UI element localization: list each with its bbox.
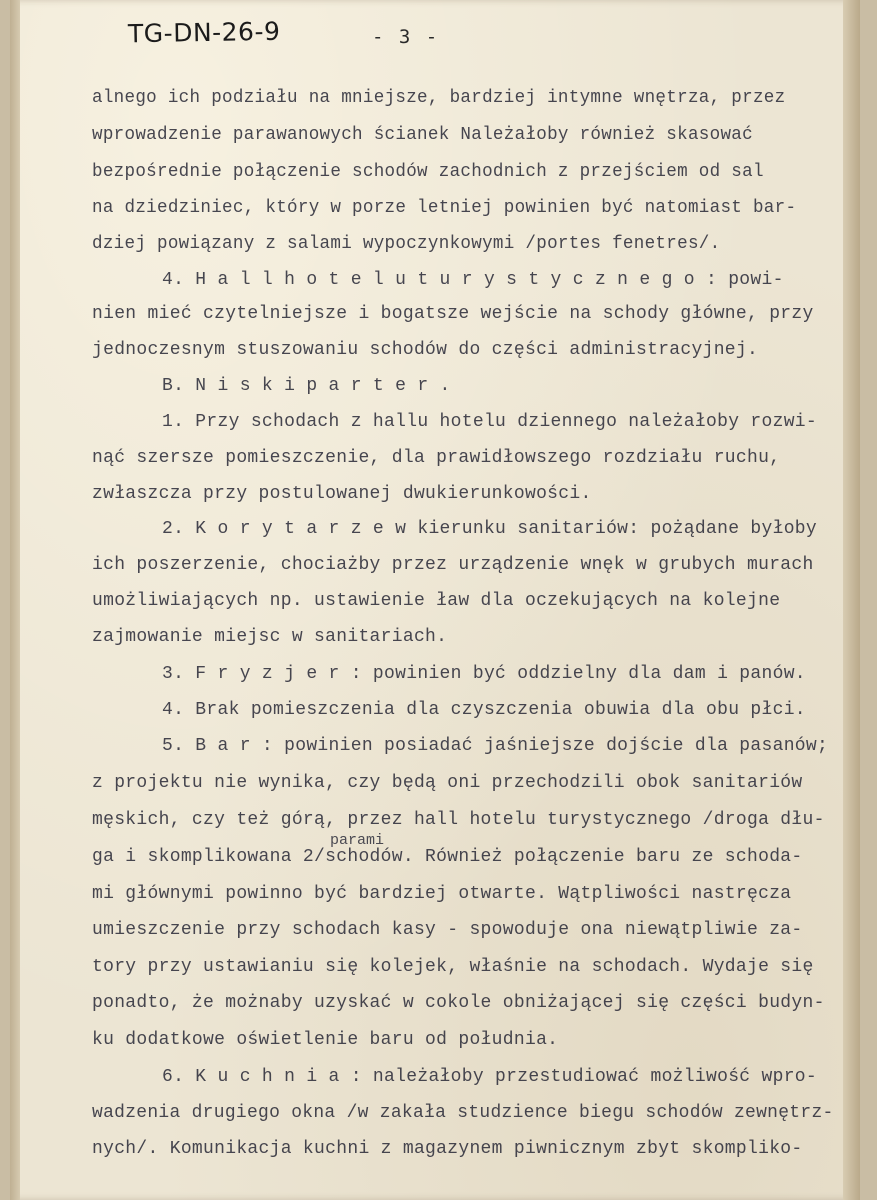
inserted-word: parami xyxy=(330,832,385,849)
text-line: nąć szersze pomieszczenie, dla prawidłowszego rozdziału ruchu, xyxy=(92,448,781,468)
text-line: ga i skomplikowana 2/schodów. Również połączenie baru ze schoda- xyxy=(92,847,803,867)
handwritten-doc-id: TG-DN-26-9 xyxy=(127,16,281,49)
text-line: 2. K o r y t a r z e w kierunku sanitariów: pożądane byłoby xyxy=(162,519,818,539)
text-line: mi głównymi powinno być bardziej otwarte. Wątpliwości nastręcza xyxy=(92,884,792,904)
text-line: 5. B a r : powinien posiadać jaśniejsze dojście dla pasanów; xyxy=(162,736,829,756)
text-line: jednoczesnym stuszowaniu schodów do części administracyjnej. xyxy=(92,340,759,360)
text-line: umieszczenie przy schodach kasy - spowoduje ona niewątpliwie za- xyxy=(92,920,803,940)
text-line: umożliwiających np. ustawienie ław dla oczekujących na kolejne xyxy=(92,591,781,611)
text-line: bezpośrednie połączenie schodów zachodnich z przejściem od sal xyxy=(92,162,764,182)
text-line: nien mieć czytelniejsze i bogatsze wejście na schody główne, przy xyxy=(92,304,814,324)
text-line: 6. K u c h n i a : należałoby przestudiować możliwość wpro- xyxy=(162,1067,818,1087)
text-line: 1. Przy schodach z hallu hotelu dziennego należałoby rozwi- xyxy=(162,412,818,432)
section-heading: B. N i s k i p a r t e r . xyxy=(162,376,451,396)
text-line: dziej powiązany z salami wypoczynkowymi /portes fenetres/. xyxy=(92,234,721,254)
text-line: nych/. Komunikacja kuchni z magazynem piwnicznym zbyt skompliko- xyxy=(92,1139,803,1159)
text-line: wadzenia drugiego okna /w zakała studzience biegu schodów zewnętrz- xyxy=(92,1103,834,1123)
text-line: 4. Brak pomieszczenia dla czyszczenia obuwia dla obu płci. xyxy=(162,700,806,720)
page-right-edge xyxy=(843,0,860,1200)
text-line: męskich, czy też górą, przez hall hotelu turystycznego /droga dłu- xyxy=(92,810,825,830)
text-line: tory przy ustawianiu się kolejek, właśnie na schodach. Wydaje się xyxy=(92,957,814,977)
text-line: z projektu nie wynika, czy będą oni przechodzili obok sanitariów xyxy=(92,773,803,793)
text-line: 3. F r y z j e r : powinien być oddzielny dla dam i panów. xyxy=(162,664,806,684)
text-line: ku dodatkowe oświetlenie baru od południa. xyxy=(92,1030,559,1050)
document-page xyxy=(10,0,860,1200)
text-line: wprowadzenie parawanowych ścianek Należałoby również skasować xyxy=(92,125,753,145)
text-line: na dziedziniec, który w porze letniej powinien być natomiast bar- xyxy=(92,198,797,218)
text-line: 4. H a l l h o t e l u t u r y s t y c z n e g o : powi- xyxy=(162,270,784,290)
text-line: alnego ich podziału na mniejsze, bardziej intymne wnętrza, przez xyxy=(92,88,786,108)
text-line: zwłaszcza przy postulowanej dwukierunkowości. xyxy=(92,484,592,504)
show-through-text xyxy=(530,380,541,400)
page-number: - 3 - xyxy=(372,26,440,48)
text-line: ponadto, że możnaby uzyskać w cokole obniżającej się części budyn- xyxy=(92,993,825,1013)
page-left-edge xyxy=(10,0,20,1200)
text-line: zajmowanie miejsc w sanitariach. xyxy=(92,627,448,647)
text-line: ich poszerzenie, chociażby przez urządzenie wnęk w grubych murach xyxy=(92,555,814,575)
